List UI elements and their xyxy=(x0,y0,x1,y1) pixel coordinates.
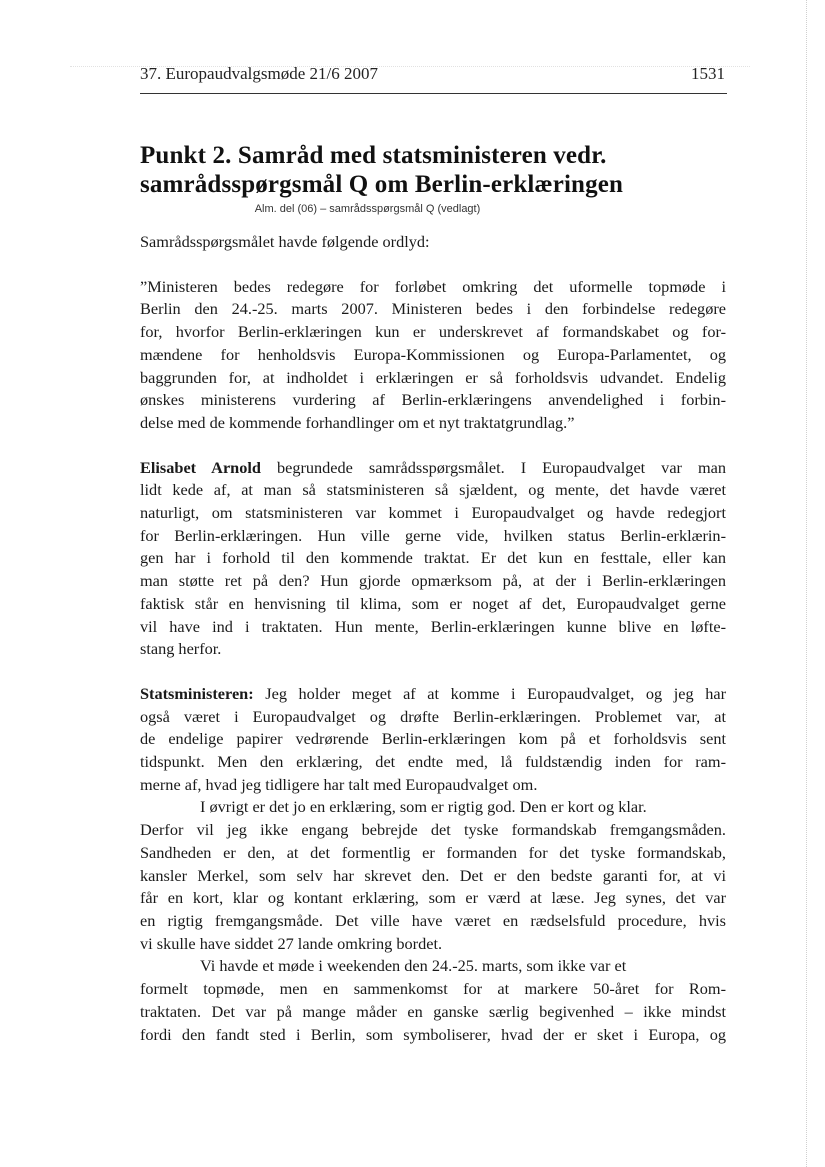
pm-first-line-text: Jeg holder meget af at komme i Europaudvalget, og jeg har xyxy=(253,683,726,703)
running-title: 37. Europaudvalgsmøde 21/6 2007 xyxy=(140,64,378,83)
question-paragraph xyxy=(140,276,726,435)
pm-line: I øvrigt er det jo en erklæring, som er rigtig god. Den er kort og klar. xyxy=(200,797,647,817)
paragraph-gap xyxy=(140,661,726,683)
arnold-line: lidt kede af, at man så statsministeren så sjældent, og mente, det havde været xyxy=(140,480,726,500)
pm-paragraph-3 xyxy=(140,955,726,1046)
question-line: ønskes ministerens vurdering af Berlin-erklæringens anvendelighed i forbin- xyxy=(140,390,726,410)
intro-line: Samrådsspørgsmålet havde følgende ordlyd: xyxy=(140,232,430,251)
body-text xyxy=(140,231,726,1046)
question-line: Berlin den 24.-25. marts 2007. Ministeren bedes i den forbindelse redegøre xyxy=(140,299,726,319)
pm-line: Derfor vil jeg ikke engang bebrejde det tyske formandskab fremgangsmåden. xyxy=(140,820,726,840)
section-subtitle: Alm. del (06) – samrådsspørgsmål Q (vedlagt) xyxy=(254,203,481,215)
arnold-line: faktisk står en henvisning til klima, som er noget af det, Europaudvalget gerne xyxy=(140,593,726,613)
pm-line: Vi havde et møde i weekenden den 24.-25. marts, som ikke var et xyxy=(200,956,627,976)
question-line: ”Ministeren bedes redegøre for forløbet omkring det uformelle topmøde i xyxy=(140,276,726,296)
pm-line: kansler Merkel, som selv har skrevet den. Det er den bedste garanti for, at vi xyxy=(140,865,726,885)
arnold-paragraph xyxy=(140,457,726,661)
question-line: delse med de kommende forhandlinger om et nyt traktatgrundlag.” xyxy=(140,412,575,432)
pm-line: de endelige papirer vedrørende Berlin-erklæringen kom på et forholdsvis sent xyxy=(140,729,726,749)
pm-line: også været i Europaudvalget og drøfte Berlin-erklæringen. Problemet var, at xyxy=(140,706,726,726)
arnold-line: man støtte ret på den? Hun gjorde opmærksom på, at der i Berlin-erklæringen xyxy=(140,571,726,591)
paragraph-gap xyxy=(140,254,726,276)
question-line: for, hvorfor Berlin-erklæringen kun er underskrevet af formandskabet og for- xyxy=(140,322,726,342)
speaker-name: Elisabet Arnold xyxy=(140,457,261,477)
speaker-name: Statsministeren: xyxy=(140,683,254,703)
pm-paragraph-1 xyxy=(140,683,726,797)
paragraph-gap xyxy=(140,435,726,457)
scan-edge-line xyxy=(806,0,807,1167)
arnold-line: naturligt, om statsministeren var kommet i Europaudvalget og havde redegjort xyxy=(140,503,726,523)
arnold-first-line xyxy=(140,457,726,480)
pm-line: vi skulle have siddet 27 lande omkring bordet. xyxy=(140,933,443,953)
section-title xyxy=(140,141,740,199)
title-line-2: samrådsspørgsmål Q om Berlin-erklæringen xyxy=(140,171,624,198)
pm-line: merne af, hvad jeg tidligere har talt med Europaudvalget om. xyxy=(140,774,538,794)
pm-line: formelt topmøde, men en sammenkomst for at markere 50-året for Rom- xyxy=(140,979,726,999)
arnold-line: for Berlin-erklæringen. Hun ville gerne vide, hvilken status Berlin-erklærin- xyxy=(140,525,726,545)
pm-line: tidspunkt. Men den erklæring, det endte med, lå fuldstændig inden for ram- xyxy=(140,752,726,772)
page-number: 1531 xyxy=(691,64,725,83)
pm-line: Sandheden er den, at det formentlig er formanden for det tyske formandskab, xyxy=(140,842,726,862)
pm-line: en rigtig fremgangsmåde. Det ville have været en rædselsfuld procedure, hvis xyxy=(140,910,726,930)
intro-paragraph xyxy=(140,231,726,254)
arnold-line: stang herfor. xyxy=(140,639,222,659)
arnold-line: vil have ind i traktaten. Hun mente, Berlin-erklæringen kunne blive en løfte- xyxy=(140,616,726,636)
question-line: mændene for henholdsvis Europa-Kommissionen og Europa-Parlamentet, og xyxy=(140,344,726,364)
running-header xyxy=(140,60,725,88)
question-line: baggrunden for, at indholdet i erklæringen er så forholdsvis udvandet. Endelig xyxy=(140,367,726,387)
arnold-line: gen har i forhold til den kommende traktat. Er det kun en festtale, eller kan xyxy=(140,548,726,568)
pm-first-line xyxy=(140,683,726,706)
pm-line: fordi den fandt sted i Berlin, som symboliserer, hvad der er sket i Europa, og xyxy=(140,1024,726,1044)
pm-line: traktaten. Det var på mange måder en ganske særlig begivenhed – ikke mindst xyxy=(140,1001,726,1021)
header-rule xyxy=(140,93,727,94)
pm-paragraph-2 xyxy=(140,796,726,955)
arnold-first-line-text: begrundede samrådsspørgsmålet. I Europaudvalget var man xyxy=(260,457,727,477)
pm-line: får en kort, klar og kontant erklæring, som er værd at læse. Jeg synes, det var xyxy=(140,888,726,908)
title-line-1: Punkt 2. Samråd med statsministeren vedr. xyxy=(140,142,607,169)
